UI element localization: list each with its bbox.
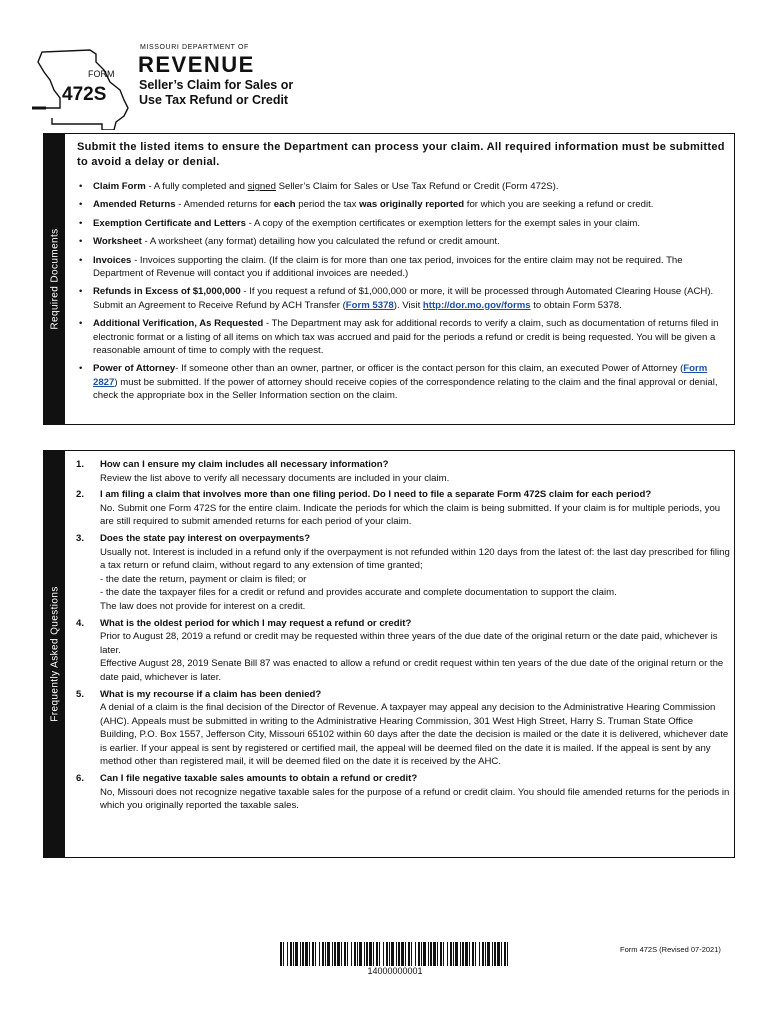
faq-answer: Prior to August 28, 2019 a refund or credit may be requested within three years of the due date of the original return or the date paid, whichever is later. (100, 631, 718, 656)
faq-answer: The law does not provide for interest on a credit. (100, 600, 306, 612)
faq-tab (44, 451, 65, 857)
form-number: 472S (62, 84, 107, 105)
barcode-number: 14000000001 (367, 966, 423, 976)
form-5378-link[interactable]: Form 5378 (345, 299, 394, 311)
faq-answer: No, Missouri does not recognize negative taxable sales for the purpose of a refund or credit claim. You should file amended returns for the periods in which you originally reported the taxable sales. (100, 786, 730, 812)
required-intro: Submit the listed items to ensure the Department can process your claim. All required information must be submitted to avoid a delay or denial. (77, 141, 725, 168)
faq-section (43, 450, 735, 858)
faq-answer: - the date the return, payment or claim is filed; or (100, 573, 307, 585)
form-title-line2: Use Tax Refund or Credit (139, 93, 289, 107)
faq-answer: Usually not. Interest is included in a refund only if the overpayment is not refunded within 120 days from the latest of: the last day prescribed for filing a tax return or refund claim, without regard to any extension of time granted; (100, 546, 730, 572)
form-title (139, 78, 349, 108)
bullet-icon: • (79, 181, 83, 192)
required-item-amended-returns: • Amended Returns - Amended returns for each period the tax was originally reported for which you are seeking a refund or credit. (79, 199, 654, 211)
faq-item: 3. Does the state pay interest on overpayments? Usually not. Interest is included in a refund only if the overpayment is not refunded within 120 days from the latest of: the last day prescribed for filing a tax return or refund claim, without regard to any extension of time granted; - the date the return, payment or claim is filed; or - the date the taxpayer files for a credit or refund and provides accurate and complete documentation to support the claim. The law does not provide for interest on a credit. (76, 532, 730, 612)
bullet-icon: • (79, 363, 83, 375)
department-name-small: MISSOURI DEPARTMENT OF (140, 44, 249, 51)
required-item-worksheet: • Worksheet - A worksheet (any format) detailing how you calculated the refund or credit amount. (79, 236, 500, 248)
form-revision: Form 472S (Revised 07-2021) (620, 945, 721, 954)
required-documents-body (66, 134, 734, 424)
form-header (30, 40, 450, 130)
bullet-icon: • (79, 254, 83, 266)
faq-answer: No. Submit one Form 472S for the entire claim. Indicate the periods for which the claim is being submitted. If your claim is for multiple periods, you are still required to submit amended returns for each period of your claim. (100, 502, 721, 528)
faq-question: Does the state pay interest on overpayments? (100, 532, 311, 544)
faq-question: I am filing a claim that involves more than one filing period. Do I need to file a separate Form 472S claim for each period? (100, 489, 652, 501)
required-item-exemption-certificate: • Exemption Certificate and Letters - A copy of the exemption certificates or exemption letters for the exempt sales in your claim. (79, 217, 641, 229)
faq-item: 5. What is my recourse if a claim has been denied? A denial of a claim is the final decision of the Director of Revenue. A taxpayer may appeal any decision to the Administrative Hearing Commission (AHC). Appeals must be submitted in writing to the Administrative Hearing Commission, 301 West High Street, Harry S. Truman State Office Building, P.O. Box 1557, Jefferson City, Missouri 65102 within 60 days after the date the decision is mailed or the date it is delivered, whichever date is earlier. If your appeal is sent by registered or certified mail, the appeal will be deemed filed on the date it is mailed. If the appeal is sent by any method other than registered mail, it will be deemed filed on the date it is received by the AHC. (76, 688, 731, 770)
faq-answer: Review the list above to verify all necessary documents are included in your claim. (100, 472, 450, 484)
required-documents-section (43, 133, 735, 425)
dor-forms-link[interactable]: http://dor.mo.gov/forms (422, 299, 531, 311)
faq-item: 6. Can I file negative taxable sales amounts to obtain a refund or credit? No, Missouri does not recognize negative taxable sales for the purpose of a refund or credit claim. You should file amended returns for the periods in which you originally reported the taxable sales. (76, 773, 730, 812)
faq-answer: - the date the taxpayer files for a credit or refund and provides accurate and complete documentation to support the claim. (100, 587, 617, 599)
faq-question: What is the oldest period for which I may request a refund or credit? (100, 617, 412, 629)
form-label: FORM (88, 69, 115, 79)
form-2827-link[interactable]: Form 2827 (93, 363, 708, 388)
faq-question: How can I ensure my claim includes all necessary information? (100, 459, 389, 470)
faq-answer: Effective August 28, 2019 Senate Bill 87 was enacted to allow a refund or credit request within ten years of the due date of the original return or the date paid, whichever is later. (100, 658, 724, 683)
bullet-icon: • (79, 318, 83, 330)
faq-list (76, 458, 731, 816)
faq-item: 1. How can I ensure my claim includes all necessary information? Review the list above to verify all necessary documents are included in your claim. (76, 458, 731, 485)
required-item-claim-form: • Claim Form - A fully completed and signed Seller’s Claim for Sales or Use Tax Refund or Credit (Form 472S). (79, 181, 559, 192)
faq-body (66, 451, 734, 857)
faq-label: Frequently Asked Questions (49, 586, 60, 722)
department-logo-text: REVENUE (138, 52, 255, 77)
required-documents-tab (44, 134, 65, 424)
faq-item: 4. What is the oldest period for which I may request a refund or credit? Prior to August 28, 2019 a refund or credit may be requested within three years of the due date of the original return or the date paid, whichever is later. Effective August 28, 2019 Senate Bill 87 was enacted to allow a refund or credit request within ten years of the due date of the original return or the date paid, whichever is later. (76, 617, 731, 685)
bullet-icon: • (79, 236, 83, 248)
required-item-refunds-excess: • Refunds in Excess of $1,000,000 - If you request a refund of $1,000,000 or more, it will be processed through Automated Clearing House (ACH). Submit an Agreement to Receive Refund by ACH Transfer (Form 5378). Visit http://dor.mo.gov/forms to obtain Form 5378. (79, 286, 714, 311)
faq-answer: A denial of a claim is the final decision of the Director of Revenue. A taxpayer may appeal any decision to the Administrative Hearing Commission (AHC). Appeals must be submitted in writing to the Administrative Hearing Commission, 301 West High Street, Harry S. Truman State Office Building, P.O. Box 1557, Jefferson City, Missouri 65102 within 60 days after the date the decision is mailed or the date it is delivered, whichever date is earlier. If your appeal is sent by registered or certified mail, the appeal will be deemed filed on the date it is mailed. If the appeal is sent by any method other than registered mail, it will be deemed filed on the date it is received by the AHC. (100, 702, 729, 768)
faq-question: What is my recourse if a claim has been denied? (100, 688, 322, 700)
form-title-line1: Seller’s Claim for Sales or (139, 78, 294, 92)
required-item-invoices: • Invoices - Invoices supporting the claim. (If the claim is for more than one tax period, invoices for the entire claim may not be required. The Department of Revenue will contact you if additional invoices are needed.) (79, 254, 683, 280)
faq-item: 2. I am filing a claim that involves more than one filing period. Do I need to file a separate Form 472S claim for each period? No. Submit one Form 472S for the entire claim. Indicate the periods for which the claim is being submitted. If your claim is for multiple periods, you are still required to submit amended returns for each period of your claim. (76, 488, 731, 529)
bullet-icon: • (79, 286, 83, 298)
required-documents-label: Required Documents (49, 228, 60, 330)
required-list (77, 180, 727, 408)
bullet-icon: • (79, 199, 83, 211)
required-item-additional-verification: • Additional Verification, As Requested - The Department may ask for additional records to verify a claim, such as documentation of returns filed in electronic format or a listing of all items on which tax was accrued and paid for the periods a refund or credit is being requested. You will be given a reasonable amount of time to comply with the request. (79, 318, 719, 357)
barcode-icon (280, 942, 510, 966)
required-item-power-of-attorney: • Power of Attorney- If someone other than an owner, partner, or officer is the contact person for this claim, an executed Power of Attorney (Form 2827) must be submitted. If the power of attorney should receive copies of the correspondence relating to the claim and the final approval or denial, check the appropriate box in the Seller Information section on the claim. (79, 363, 718, 402)
bullet-icon: • (79, 217, 83, 229)
faq-question: Can I file negative taxable sales amounts to obtain a refund or credit? (100, 773, 418, 785)
